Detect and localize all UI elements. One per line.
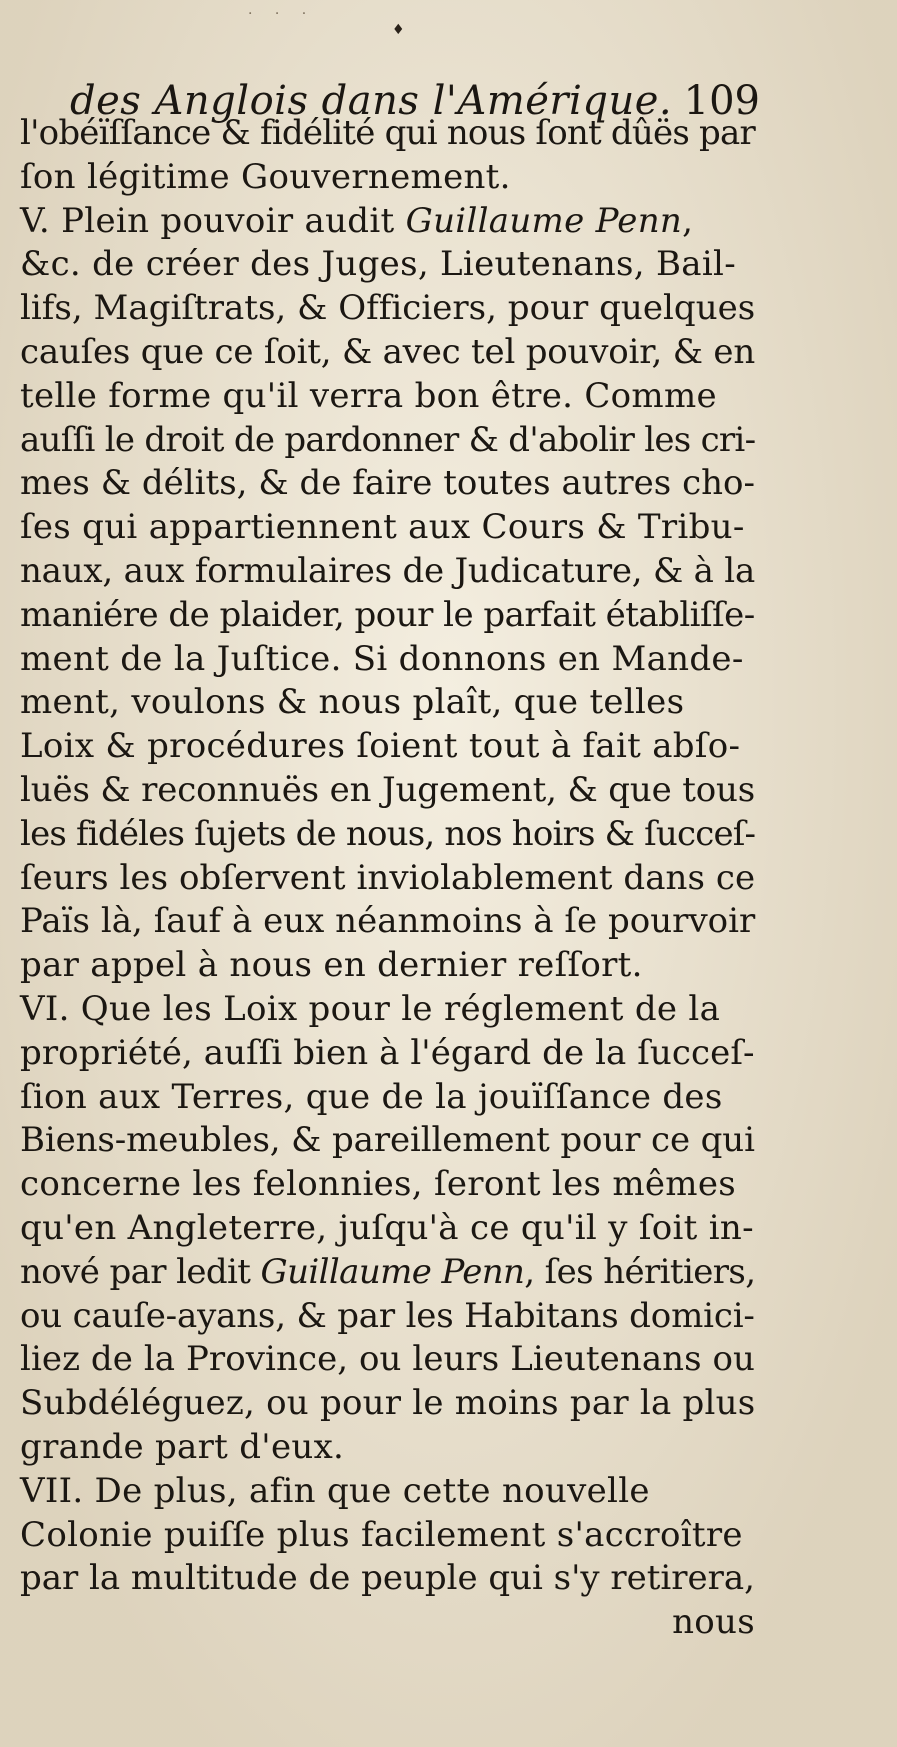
text-line: grande part d'eux. (20, 1426, 345, 1467)
text-line: propriété, auſſi bien à l'égard de la ſucceſ- (20, 1032, 755, 1073)
text-line: ment de la Juſtice. Si donnons en Mande- (20, 638, 744, 679)
text-line: Colonie puiſſe plus facilement s'accroître (20, 1514, 743, 1555)
text-line: mes & délits, & de faire toutes autres cho- (20, 463, 756, 504)
text-line: maniére de plaider, pour le parfait établiſſe- (20, 594, 755, 635)
ink-blot: ♦ (392, 22, 405, 38)
text-line: Biens-meubles, & pareillement pour ce qui (20, 1120, 755, 1161)
text-line: Subdéléguez, ou pour le moins par la plus (20, 1383, 756, 1424)
text-line: ſes qui appartiennent aux Cours & Tribu- (20, 507, 745, 548)
text-line: ſeurs les obſervent inviolablement dans ce (20, 857, 756, 898)
text-line: qu'en Angleterre, juſqu'à ce qu'il y ſoit in- (20, 1207, 754, 1248)
text-line: VII. De plus, afin que cette nouvelle (20, 1470, 650, 1511)
text-line: luës & reconnuës en Jugement, & que tous (20, 769, 756, 810)
text-line: telle forme qu'il verra bon être. Comme (20, 375, 717, 416)
text-line: Païs là, ſauf à eux néanmoins à ſe pourvoir (20, 901, 756, 942)
text-line: ſon légitime Gouvernement. (20, 156, 511, 197)
text-line: les fidéles ſujets de nous, nos hoirs & ſucceſ- (20, 813, 756, 854)
text-line: Loix & procédures ſoient tout à fait abſo- (20, 726, 741, 767)
text-line: naux, aux formulaires de Judicature, & à la (20, 550, 756, 591)
text-line: VI. Que les Loix pour le réglement de la (20, 988, 721, 1029)
running-head: des Anglois dans l'Amérique. (70, 78, 673, 124)
text-line: par appel à nous en dernier reſſort. (20, 945, 643, 986)
body-text (20, 112, 755, 1645)
catchword: nous (672, 1602, 755, 1643)
text-line: ment, voulons & nous plaît, que telles (20, 682, 685, 723)
text-line: V. Plein pouvoir audit Guillaume Penn, (20, 200, 694, 241)
text-line: liez de la Province, ou leurs Lieutenans ou (20, 1339, 756, 1380)
text-line: par la multitude de peuple qui s'y retirera, (20, 1558, 755, 1599)
text-line: l'obéïſſance & fidélité qui nous ſont dûës par (20, 113, 755, 153)
ink-specks: · · · (248, 6, 316, 22)
text-line: auſſi le droit de pardonner & d'abolir les cri- (20, 419, 756, 460)
text-line: &c. de créer des Juges, Lieutenans, Bail- (20, 244, 737, 285)
text-line: ou cauſe-ayans, & par les Habitans domici- (20, 1295, 755, 1336)
text-line: concerne les felonnies, ſeront les mêmes (20, 1164, 737, 1205)
text-line: ſion aux Terres, que de la jouïſſance des (20, 1076, 723, 1117)
text-line: lifs, Magiſtrats, & Officiers, pour quelques (20, 288, 756, 329)
text-line: nové par ledit Guillaume Penn, ſes héritiers, (20, 1251, 756, 1292)
page-number: 109 (683, 78, 760, 124)
text-line: cauſes que ce ſoit, & avec tel pouvoir, & en (20, 331, 756, 372)
